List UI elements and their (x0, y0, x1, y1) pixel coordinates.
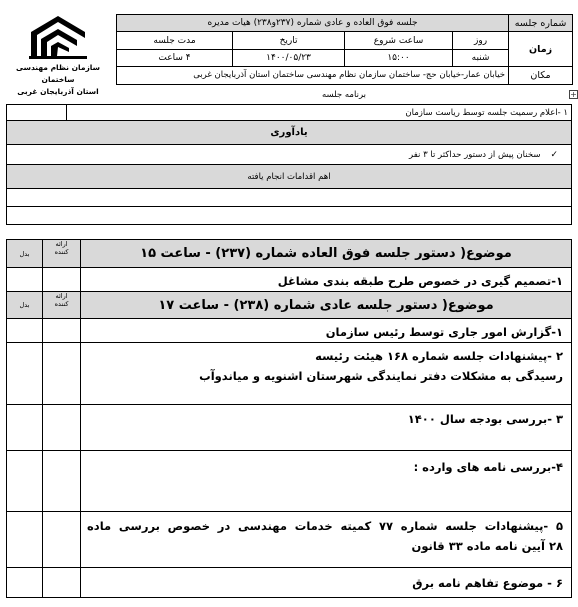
organization-name (4, 62, 112, 98)
building-arrow-logo-icon (27, 12, 89, 60)
check-icon: ✓ (550, 149, 558, 160)
agenda-2-item-1-side (7, 319, 43, 343)
table-move-handle-icon[interactable]: + (570, 90, 577, 99)
agenda-2-item-2-side (7, 343, 43, 405)
place-value: خیابان عمار-خیابان حج- ساختمان سازمان نظام مهندسی ساختمان استان آذربایجان غربی (117, 67, 509, 84)
date-column-header: تاریخ (233, 32, 345, 49)
agenda-1-item-1-presenter (43, 268, 81, 292)
reminder-title: یادآوری (7, 121, 572, 145)
date-value: ۱۴۰۰/۰۵/۲۳ (233, 49, 345, 66)
agenda-2-item-2 (81, 343, 572, 405)
side-header-2: بدل (7, 292, 43, 319)
meeting-number-label: شماره جلسه (509, 15, 573, 32)
time-label: زمان (509, 32, 573, 67)
organization-name-line1: سازمان نظام مهندسی ساختمان (16, 63, 100, 84)
program-item-1: ۱ -اعلام رسمیت جلسه توسط ریاست سازمان (67, 105, 572, 121)
start-time-column-header: ساعت شروع (345, 32, 453, 49)
agenda-2-item-2-line1: ۲ -پیشنهادات جلسه شماره ۱۶۸ هیئت رئیسه (315, 349, 563, 363)
agenda-2-item-3: ۳ -بررسی بودجه سال ۱۴۰۰ (81, 405, 572, 451)
duration-value: ۴ ساعت (117, 49, 233, 66)
meeting-header-table (116, 14, 573, 85)
agenda-2-item-5 (81, 512, 572, 568)
presenter-label-line2: کننده (54, 248, 69, 256)
side-header-1: بدل (7, 240, 43, 268)
agenda-2-item-6: ۶ - موضوع تفاهم نامه برق (81, 568, 572, 598)
organization-logo (4, 12, 112, 96)
agenda-2-item-5-side (7, 512, 43, 568)
agenda-2-item-6-presenter (43, 568, 81, 598)
organization-name-line2: استان آذربایجان غربی (17, 87, 99, 96)
actions-row-1 (7, 189, 572, 207)
presenter-header-2 (43, 292, 81, 319)
program-table (6, 104, 572, 225)
agenda-2-item-4: ۴-بررسی نامه های وارده : (81, 451, 572, 512)
start-time-value: ۱۵:۰۰ (345, 49, 453, 66)
presenter-label-line2: کننده (54, 300, 69, 308)
agenda-2-item-2-line2: رسیدگی به مشکلات دفتر نمایندگی شهرستان اشنویه و میاندوآب (199, 369, 563, 383)
reminder-text: سخنان پیش از دستور حداکثر تا ۳ نفر (409, 149, 541, 160)
place-label: مکان (509, 67, 573, 84)
meeting-title: جلسه فوق العاده و عادی شماره (۲۳۷و۲۳۸) هیات مدیره (117, 15, 509, 32)
reminder-row (7, 145, 572, 165)
agenda-2-item-1: ۱-گزارش امور جاری توسط رئیس سازمان (81, 319, 572, 343)
agenda-table (6, 239, 572, 598)
agenda-2-item-5-presenter (43, 512, 81, 568)
agenda-topic-2: موضوع( دستور جلسه عادی شماره (۲۳۸) - ساعت ۱۷ (81, 292, 572, 319)
program-item-1-blank (7, 105, 67, 121)
duration-column-header: مدت جلسه (117, 32, 233, 49)
presenter-label-line1: ارائه (55, 292, 68, 300)
program-title: برنامه جلسه (321, 90, 367, 100)
day-value: شنبه (453, 49, 509, 66)
agenda-1-item-1-side (7, 268, 43, 292)
presenter-label-line1: ارائه (55, 240, 68, 248)
agenda-2-item-3-presenter (43, 405, 81, 451)
agenda-2-item-6-side (7, 568, 43, 598)
agenda-topic-1: موضوع( دستور جلسه فوق العاده شماره (۲۳۷) - ساعت ۱۵ (81, 240, 572, 268)
agenda-2-item-5-line2: ۲۸ آیین نامه ماده ۳۳ قانون (411, 539, 563, 553)
agenda-2-item-4-side (7, 451, 43, 512)
actions-title: اهم اقدامات انجام یافته (7, 165, 572, 189)
agenda-2-item-1-presenter (43, 319, 81, 343)
agenda-2-item-3-side (7, 405, 43, 451)
agenda-2-item-2-presenter (43, 343, 81, 405)
actions-row-2 (7, 207, 572, 225)
agenda-2-item-4-presenter (43, 451, 81, 512)
agenda-1-item-1: ۱-تصمیم گیری در خصوص طرح طبقه بندی مشاغل (81, 268, 572, 292)
day-column-header: روز (453, 32, 509, 49)
agenda-2-item-5-line1: ۵ -پیشنهادات جلسه شماره ۷۷ کمیته خدمات مهندسی در خصوص بررسی ماده (87, 519, 563, 533)
presenter-header-1 (43, 240, 81, 268)
